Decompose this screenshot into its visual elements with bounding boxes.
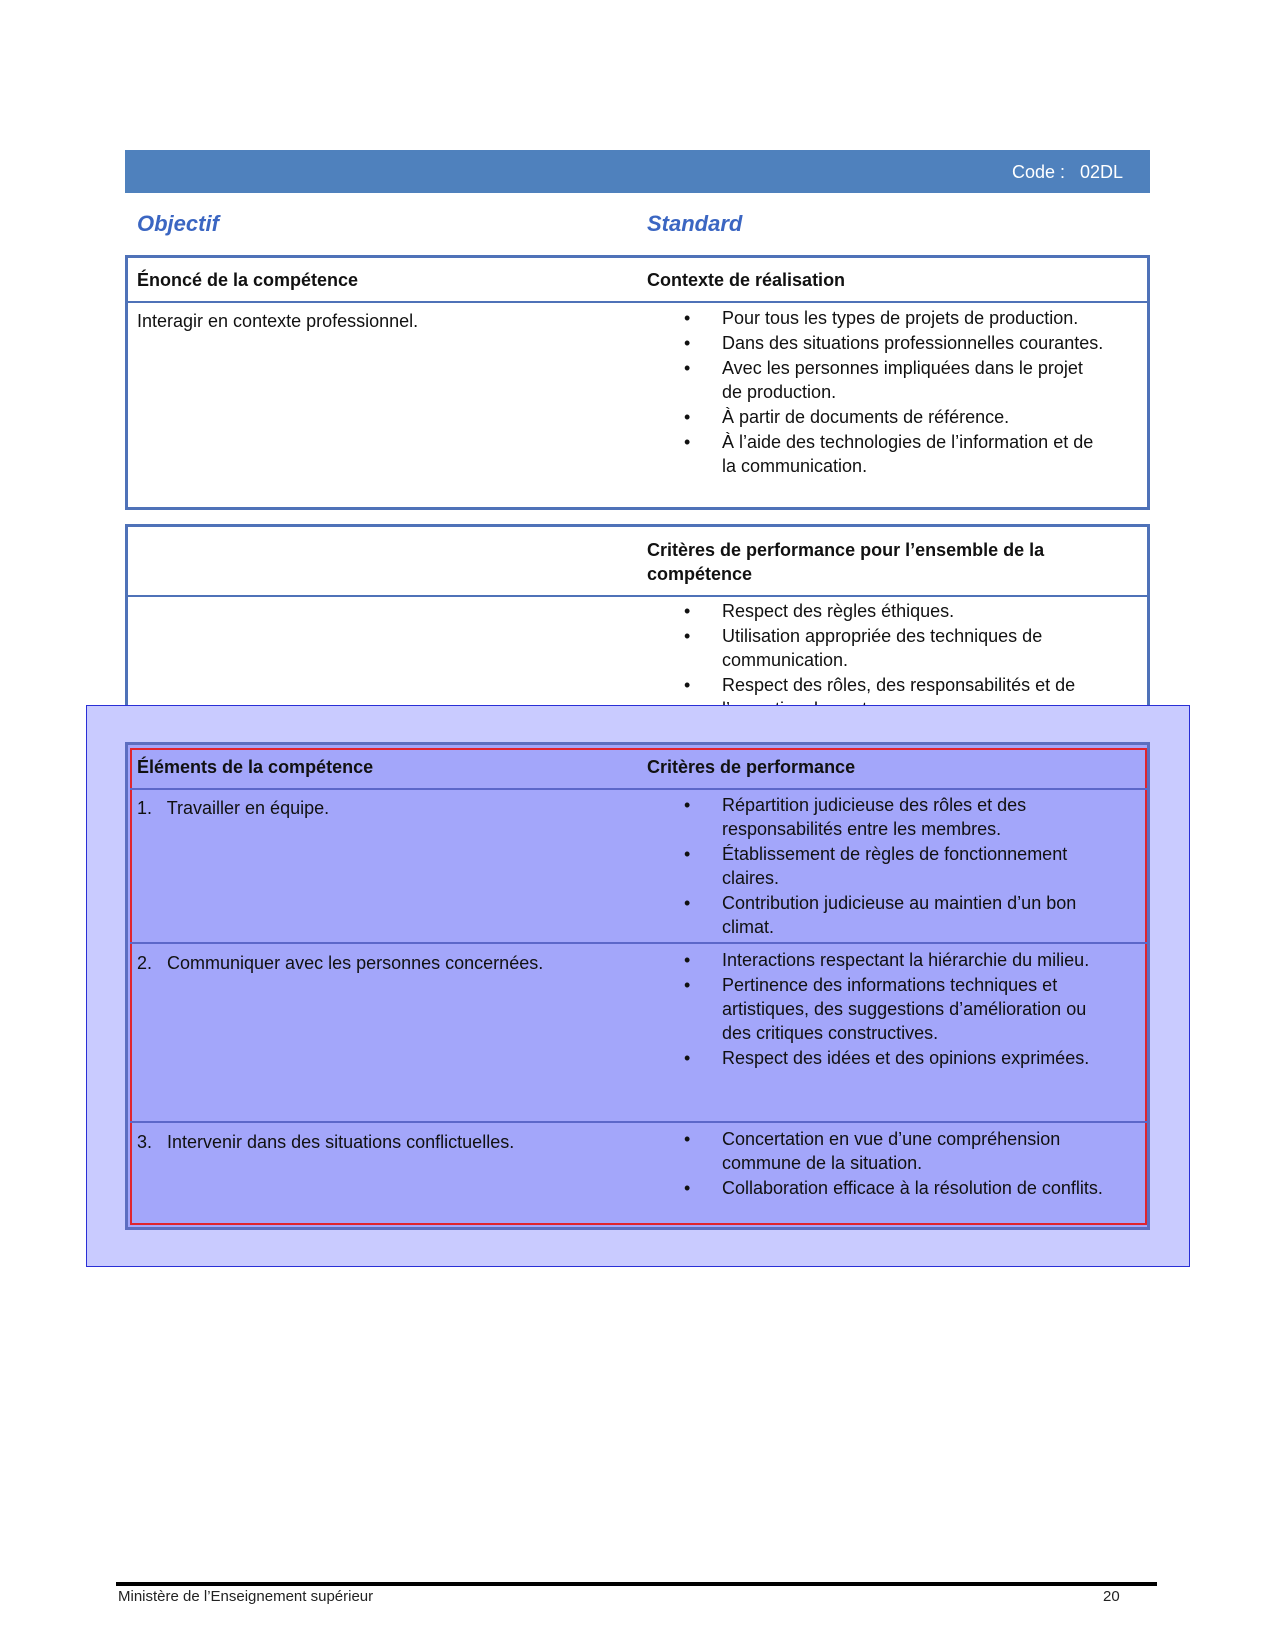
element-item-2: 2. Communiquer avec les personnes concernées. — [137, 953, 544, 973]
criteria-column-head: Critères de performance — [647, 757, 856, 777]
competence-statement: Interagir en contexte professionnel. — [137, 311, 419, 331]
context-list — [684, 306, 1104, 479]
list-item: • Établissement de règles de fonctionnement claires. — [684, 842, 1104, 890]
list-item: • Respect des idées et des opinions exprimées. — [684, 1046, 1104, 1070]
overall-criteria-head: Critères de performance pour l’ensemble de la compétence — [647, 540, 1045, 584]
list-item: • Répartition judicieuse des rôles et des responsabilités entre les membres. — [684, 793, 1104, 841]
footer-ministry: Ministère de l’Enseignement supérieur — [118, 1588, 374, 1605]
footer-rule — [116, 1582, 1157, 1586]
header-bar — [125, 150, 1150, 193]
divider — [130, 788, 1147, 790]
divider — [130, 1121, 1147, 1123]
list-item: • Dans des situations professionnelles courantes. — [684, 331, 1104, 355]
list-item: • Utilisation appropriée des techniques de communication. — [684, 624, 1104, 672]
list-item: • Respect des rôles, des responsabilités et de — [684, 673, 1104, 721]
list-item: • Pertinence des informations techniques et artistiques, des suggestions d’amélioration ou des critiques constructives. — [684, 973, 1104, 1045]
criteria-list-3 — [684, 1127, 1104, 1201]
list-item: • À partir de documents de référence. — [684, 405, 1104, 429]
context-column-head: Contexte de réalisation — [647, 270, 846, 290]
element-item-1: 1. Travailler en équipe. — [137, 798, 330, 818]
list-item: • À l’aide des technologies de l’information et de la communication. — [684, 430, 1104, 478]
overall-criteria-list — [684, 599, 1104, 722]
program-code: Code : 02DL — [1012, 162, 1124, 182]
list-item: • Respect des règles éthiques. — [684, 599, 1104, 623]
divider — [128, 595, 1147, 597]
list-item: • Avec les personnes impliquées dans le projet de production. — [684, 356, 1104, 404]
list-item: • Contribution judicieuse au maintien d’un bon climat. — [684, 891, 1104, 939]
page-number: 20 — [1103, 1588, 1120, 1605]
criteria-list-2 — [684, 948, 1104, 1071]
objectif-heading: Objectif — [137, 211, 219, 236]
list-item: • Concertation en vue d’une compréhension commune de la situation. — [684, 1127, 1104, 1175]
element-item-3: 3. Intervenir dans des situations conflictuelles. — [137, 1132, 515, 1152]
statement-column-head: Énoncé de la compétence — [137, 270, 359, 290]
standard-heading: Standard — [647, 211, 743, 236]
divider — [128, 301, 1147, 303]
criteria-list-1 — [684, 793, 1104, 940]
divider — [130, 942, 1147, 944]
elements-column-head: Éléments de la compétence — [137, 757, 374, 777]
list-item: • Collaboration efficace à la résolution de conflits. — [684, 1176, 1104, 1200]
list-item: • Pour tous les types de projets de production. — [684, 306, 1104, 330]
list-item: • Interactions respectant la hiérarchie du milieu. — [684, 948, 1104, 972]
